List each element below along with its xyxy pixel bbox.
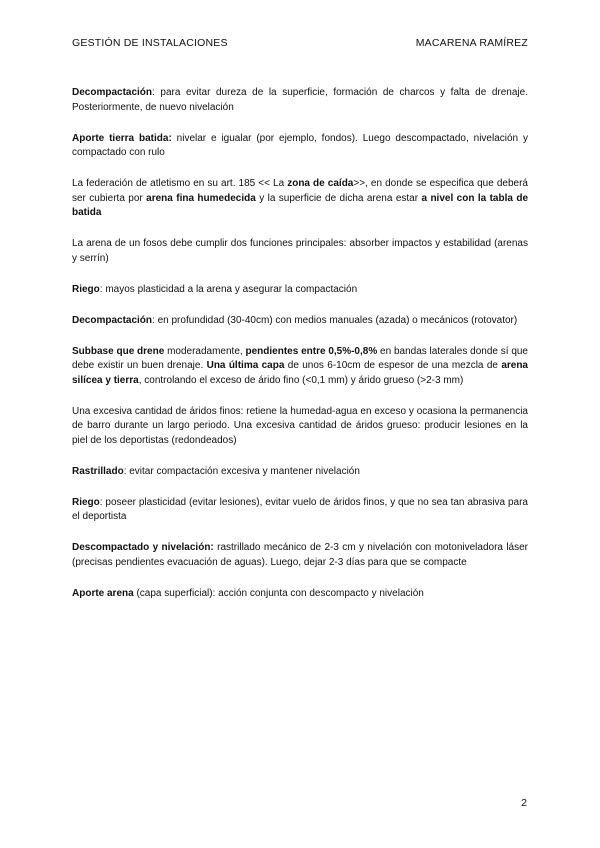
paragraph-subbase [72,345,528,389]
paragraph-text: : mayos plasticidad a la arena y asegurar la compactación [99,283,358,295]
page-header [72,37,528,51]
paragraph-aporte-arena [72,587,528,602]
paragraph-aporte-tierra [72,132,528,161]
paragraph-riego-2 [72,496,528,525]
paragraph-aridos [72,405,528,449]
paragraph-text: , controlando el exceso de árido fino (<0,1 mm) y árido grueso (>2-3 mm) [138,374,464,386]
paragraph-text: rastrillado mecánico de 2-3 cm y nivelación con motoniveladora láser (precisas pendientes evacuación de aguas). Luego, dejar 2-3 días para que se compacte [72,542,529,568]
paragraph-rastrillado [72,465,528,480]
paragraph-arena-fosos [72,237,528,266]
paragraph-text: >>, en donde se especifica que deberá ser cubierta por [72,178,528,204]
paragraph-term: Subbase que drene [72,345,165,357]
paragraph-text: : para evitar dureza de la superficie, formación de charcos y falta de drenaje. Posteriormente, de nuevo nivelación [72,87,528,113]
paragraph-text: : poseer plasticidad (evitar lesiones), evitar vuelo de áridos finos, y que no sea tan abrasiva para el deportista [72,496,528,522]
paragraph-riego-1 [72,283,528,298]
paragraph-text: : en profundidad (30-40cm) con medios manuales (azada) o mecánicos (rotovator) [152,314,518,326]
header-course-title: GESTIÓN DE INSTALACIONES [72,37,228,49]
paragraph-text: La federación de atletismo en su art. 185 << La [72,178,288,189]
paragraph-term: Una última capa [206,360,285,371]
page-number: 2 [521,797,527,809]
paragraph-term: a nivel con la tabla de batida [72,192,529,218]
paragraph-term: zona de caída [287,178,354,189]
paragraph-federacion [72,177,528,221]
paragraph-text: en bandas laterales donde sí que debe existir un buen drenaje. [72,345,528,371]
paragraph-text: : evitar compactación excesiva y mantener nivelación [123,465,360,477]
paragraph-decompactacion-profundidad [72,314,528,329]
paragraph-text: (capa superficial): acción conjunta con descompacto y nivelación [133,587,424,599]
paragraph-text: y la superficie de dicha arena estar [255,192,422,204]
paragraph-term: Riego [72,496,100,508]
paragraph-decompactacion [72,86,528,115]
paragraph-term: Rastrillado [72,465,124,477]
paragraph-term: Descompactado y nivelación: [72,542,214,553]
paragraph-text: de unos 6-10cm de espesor de una mezcla de [284,360,502,371]
paragraph-text: moderadamente, [164,345,246,357]
paragraph-term: Decompactación [72,314,153,326]
paragraph-term: arena silícea y tierra [72,360,528,386]
paragraph-term: Decompactación [72,87,153,98]
document-body [72,86,528,618]
header-author-name: MACARENA RAMÍREZ [415,37,528,49]
paragraph-term: arena fina humedecida [146,192,256,204]
paragraph-descompactado-nivelacion [72,541,528,570]
paragraph-term: Aporte arena [72,587,134,599]
paragraph-text: La arena de un fosos debe cumplir dos funciones principales: absorber impactos y estabilidad (arenas y serrín) [72,238,528,264]
paragraph-term: Aporte tierra batida: [72,132,172,144]
paragraph-text: nivelar e igualar (por ejemplo, fondos). Luego descompactado, nivelación y compactado con rulo [72,132,528,158]
paragraph-term: Riego [72,283,100,295]
paragraph-text: Una excesiva cantidad de áridos finos: retiene la humedad-agua en exceso y ocasiona la permanencia de barro durante un largo periodo. Una excesiva cantidad de áridos grueso: producir lesiones en la piel de los deportistas (redondeados) [72,405,528,446]
paragraph-term: pendientes entre 0,5%-0,8% [245,345,378,357]
